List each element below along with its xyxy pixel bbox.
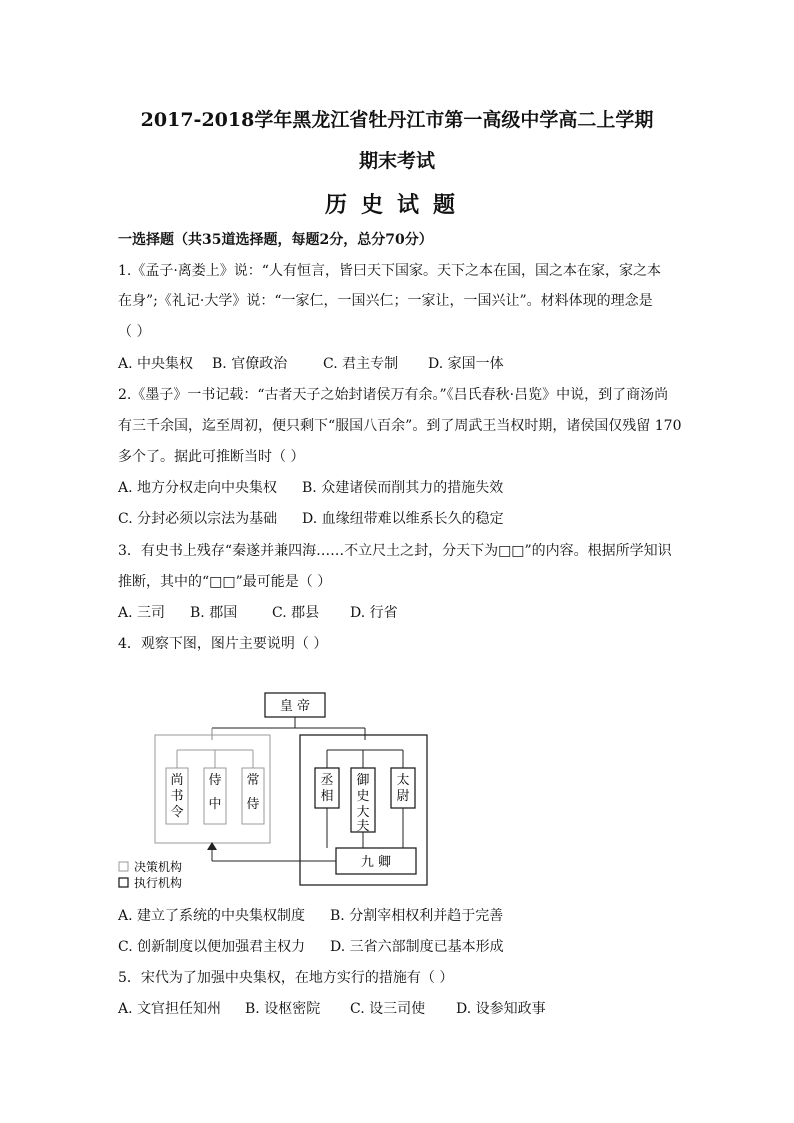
right-box-1-char-1: 丞	[320, 773, 334, 788]
q5-option-d: D. 设参知政事	[456, 1001, 546, 1017]
right-box-2-char-4: 夫	[356, 819, 370, 834]
legend-execution-swatch	[119, 878, 128, 887]
left-box-1-char-1: 尚	[170, 773, 184, 788]
right-box-1-char-2: 相	[320, 789, 334, 804]
q2-line-2: 有三千余国，迄至周初，便只剩下“服国八百余”。到了周武王当权时期，诸侯国仅残留 170	[118, 418, 682, 434]
q1-option-c: C. 君主专制	[323, 356, 399, 372]
right-box-2-char-2: 史	[356, 789, 370, 804]
q4-option-b: B. 分割宰相权利并趋于完善	[330, 908, 504, 924]
nine-ministers-label: 九 卿	[360, 855, 392, 870]
left-box-1-char-3: 令	[170, 805, 184, 820]
q2-option-a: A. 地方分权走向中央集权	[118, 480, 278, 496]
q1-line-3: （ ）	[118, 324, 151, 340]
q3-line-2: 推断，其中的“□□”最可能是（ ）	[118, 574, 332, 590]
q3-option-b: B. 郡国	[190, 605, 238, 621]
emperor-label: 皇 帝	[279, 699, 311, 714]
exam-title-line1: 2017-2018学年黑龙江省牡丹江市第一高级中学高二上学期	[140, 109, 654, 131]
q3-option-a: A. 三司	[118, 605, 166, 621]
q5-line-1: 5．宋代为了加强中央集权，在地方实行的措施有（ ）	[118, 970, 454, 986]
exam-title-line2: 期末考试	[358, 150, 435, 172]
q1-option-d: D. 家国一体	[428, 356, 504, 372]
q3-option-c: C. 郡县	[272, 605, 320, 621]
right-box-3-char-2: 尉	[396, 789, 410, 804]
q1-option-b: B. 官僚政治	[212, 356, 288, 372]
legend-decision-label: 决策机构	[134, 860, 183, 874]
right-box-3-char-1: 太	[396, 773, 410, 788]
q2-option-b: B. 众建诸侯而削其力的措施失效	[302, 480, 504, 496]
legend-decision-swatch	[119, 862, 128, 871]
q5-option-a: A. 文官担任知州	[118, 1001, 222, 1017]
q3-option-d: D. 行省	[350, 605, 398, 621]
q5-option-b: B. 设枢密院	[245, 1001, 321, 1017]
subject-title: 历史试题	[324, 192, 469, 218]
q1-option-a: A. 中央集权	[118, 356, 194, 372]
left-box-3-char-1: 常	[246, 773, 260, 788]
q5-option-c: C. 设三司使	[350, 1001, 426, 1017]
q2-option-d: D. 血缘纽带难以维系长久的稳定	[302, 511, 504, 527]
q4-option-c: C. 创新制度以便加强君主权力	[118, 939, 306, 955]
right-box-2-char-3: 大	[356, 805, 370, 820]
q4-option-d: D. 三省六部制度已基本形成	[330, 939, 504, 955]
section-heading: 一选择题（共35道选择题，每题2分，总分70分）	[118, 232, 433, 248]
q2-option-c: C. 分封必须以宗法为基础	[118, 511, 278, 527]
q4-option-a: A. 建立了系统的中央集权制度	[118, 908, 306, 924]
q2-line-3: 多个了。据此可推断当时（ ）	[118, 449, 305, 465]
q1-line-2: 在身”;《礼记·大学》说：“一家仁，一国兴仁；一家让，一国兴让”。材料体现的理念是	[118, 293, 653, 309]
left-box-2-char-2: 中	[208, 797, 222, 812]
left-box-1-char-2: 书	[170, 789, 184, 804]
left-box-3-char-2: 侍	[246, 797, 260, 812]
right-box-2-char-1: 御	[356, 773, 370, 788]
q1-line-1: 1.《孟子·离娄上》说：“人有恒言，皆曰天下国家。天下之本在国，国之本在家，家之本	[118, 263, 661, 279]
left-box-2-char-1: 侍	[208, 773, 222, 788]
q2-line-1: 2.《墨子》一书记载：“古者天子之始封诸侯万有余。”《吕氏春秋·吕览》中说，到了商汤尚	[118, 387, 669, 403]
q4-line-1: 4．观察下图，图片主要说明（ ）	[118, 636, 328, 652]
q3-line-1: 3．有史书上残存“秦遂并兼四海……不立尺土之封，分天下为□□”的内容。根据所学知识	[118, 543, 672, 559]
legend-execution-label: 执行机构	[134, 876, 183, 890]
